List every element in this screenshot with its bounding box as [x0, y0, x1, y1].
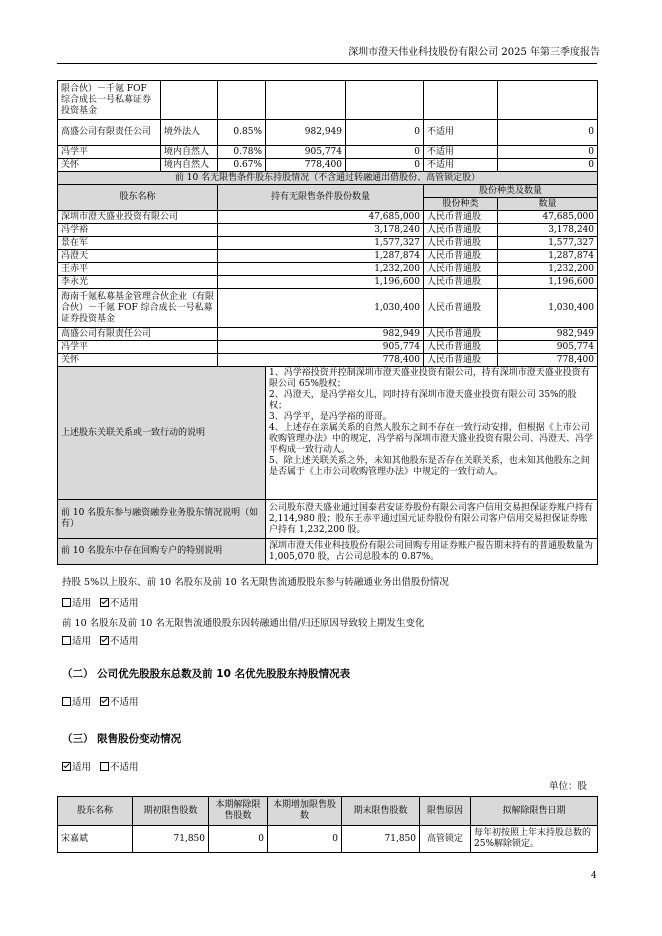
repo-label: 前 10 名股东中存在回购专户的特别说明	[58, 539, 266, 565]
margin-row	[58, 500, 598, 539]
table-row: 冯澄天 1,287,874 人民币普通股 1,287,874	[58, 250, 598, 263]
table-row: 海南千氪私募基金管理合伙企业（有限合伙）－千氪 FOF 综合成长一号私募证券投资基金 1,030,400 人民币普通股 1,030,400	[58, 289, 598, 328]
section-heading-preferred: （二） 公司优先股股东总数及前 10 名优先股股东持股情况表	[62, 668, 351, 680]
option-group: 适用 不适用	[62, 635, 139, 648]
relation-text: 1、冯学裕投资并控制深圳市澄天盛业投资有限公司，持有深圳市澄天盛业投资有限公司 65%股权； 2、冯澄天，是冯学裕女儿，同时持有深圳市澄天盛业投资有限公司 35%的股权； 3、冯学平，是冯学裕的哥哥。 4、上述存在亲属关系的自然人股东之间不存在一致行动安排，但根据《上市公司收购管理办法》中的规定，冯学裕与深圳市澄天盛业投资有限公司、冯澄天、冯学平构成一致行动人。 5、除上述关联关系之外，未知其他股东是否存在关联关系，也未知其他股东之间是否属于《上市公司收购管理办法》中规定的一致行动人。	[266, 367, 598, 500]
table-row: 冯学平 境内自然人 0.78% 905,774 0 不适用 0	[58, 146, 598, 159]
margin-label: 前 10 名股东参与融资融券业务股东情况说明（如有）	[58, 500, 266, 539]
header-row: 股东名称 期初限售股数 本期解除限售股数 本期增加限售股数 期末限售股数 限售原因 拟解除限售日期	[58, 797, 598, 826]
page-header: 深圳市澄天伟业科技股份有限公司 2025 年第三季度报告	[348, 47, 600, 58]
table-row	[58, 81, 598, 120]
unit-label: 单位：股	[549, 781, 588, 792]
table-row: 王赤平 1,232,200 人民币普通股 1,232,200	[58, 263, 598, 276]
repo-row	[58, 539, 598, 565]
table-row: 李永光 1,196,600 人民币普通股 1,196,600	[58, 276, 598, 289]
page-number: 4	[591, 871, 597, 881]
repo-text: 深圳市澄天伟业科技股份有限公司回购专用证券账户报告期末持有的普通股数量为 1,005,070 股，占公司总股本的 0.87%。	[266, 539, 598, 565]
paragraph-lending: 持股 5%以上股东、前 10 名股东及前 10 名无限售流通股股东参与转融通业务出借股份情况	[62, 577, 449, 588]
col-header-type-group: 股份种类及数量	[424, 185, 598, 198]
section-title: 前 10 名无限售条件股东持股情况（不含通过转融通出借股份、高管锁定股）	[58, 172, 598, 185]
checkbox-checked-icon	[100, 697, 109, 706]
section-title-row	[58, 172, 598, 185]
header-row	[58, 185, 598, 198]
checkbox-empty-icon	[100, 762, 109, 771]
checkbox-empty-icon	[62, 697, 71, 706]
option-group: 适用 不适用	[62, 597, 139, 610]
table-row: 高盛公司有限责任公司 982,949 人民币普通股 982,949	[58, 328, 598, 341]
option-group: 适用 不适用	[62, 761, 139, 774]
checkbox-empty-icon	[62, 598, 71, 607]
col-header-type: 股份种类	[424, 198, 498, 211]
section-heading-restricted: （三） 限售股份变动情况	[62, 733, 182, 745]
table-row: 景在军 1,577,327 人民币普通股 1,577,327	[58, 237, 598, 250]
paragraph-change: 前 10 名股东及前 10 名无限售流通股股东因转融通出借/归还原因导致较上期发生变化	[62, 618, 425, 629]
restricted-shares-table	[57, 796, 598, 853]
checkbox-checked-icon	[100, 598, 109, 607]
col-header-num: 数量	[498, 198, 598, 211]
col-header-qty: 持有无限售条件股份数量	[218, 185, 424, 211]
table-row: 关怀 778,400 人民币普通股 778,400	[58, 354, 598, 367]
shareholder-table	[57, 80, 598, 565]
shareholder-name: 冯学平	[58, 146, 161, 159]
shareholder-name: 关怀	[58, 159, 161, 172]
shareholder-name: 限合伙）－千氪 FOF 综合成长一号私募证券投资基金	[58, 81, 161, 120]
table-row: 冯学平 905,774 人民币普通股 905,774	[58, 341, 598, 354]
col-header-name: 股东名称	[58, 185, 218, 211]
margin-text: 公司股东澄天盛业通过国泰君安证券股份有限公司客户信用交易担保证券账户持有 2,114,980 股；股东王赤平通过国元证券股份有限公司客户信用交易担保证券账户持有 1,232,200 股。	[266, 500, 598, 539]
table-row: 宋嘉斌 71,850 0 0 71,850 高管锁定 每年初按照上年末持股总数的 25%解除锁定。	[58, 826, 598, 853]
option-group: 适用 不适用	[62, 696, 139, 709]
table-row: 关怀 境内自然人 0.67% 778,400 0 不适用 0	[58, 159, 598, 172]
relation-row	[58, 367, 598, 500]
table-row: 冯学裕 3,178,240 人民币普通股 3,178,240	[58, 224, 598, 237]
checkbox-empty-icon	[62, 636, 71, 645]
relation-label: 上述股东关联关系或一致行动的说明	[58, 367, 266, 500]
table-row: 深圳市澄天盛业投资有限公司 47,685,000 人民币普通股 47,685,000	[58, 211, 598, 224]
header-rule	[57, 63, 597, 64]
checkbox-checked-icon	[62, 762, 71, 771]
table-row: 高盛公司有限责任公司 境外法人 0.85% 982,949 0 不适用 0	[58, 120, 598, 146]
checkbox-checked-icon	[100, 636, 109, 645]
shareholder-name: 高盛公司有限责任公司	[58, 120, 161, 146]
